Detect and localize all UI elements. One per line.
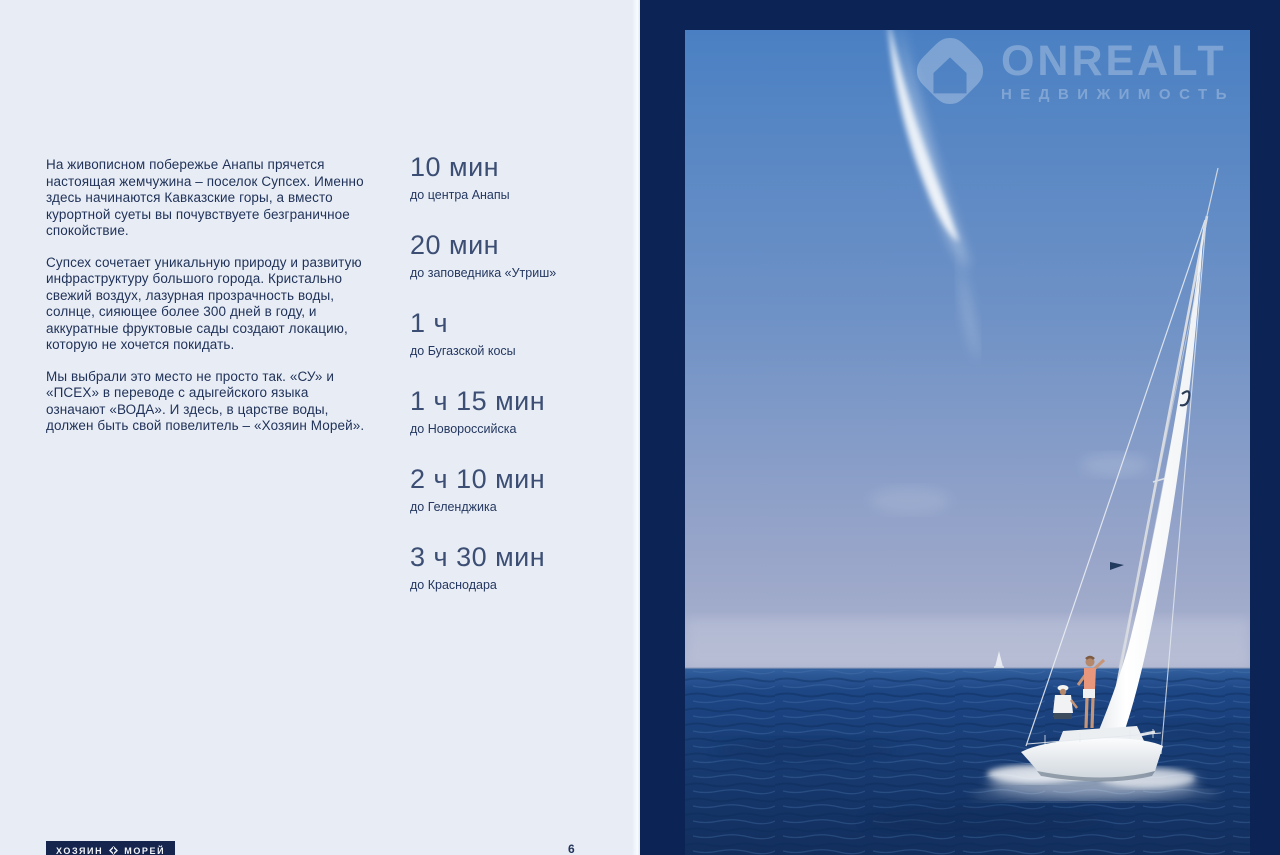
article-text	[46, 157, 368, 450]
watermark-subtitle: НЕДВИЖИМОСТЬ	[1000, 86, 1235, 103]
sailboat-photo	[685, 30, 1250, 855]
list-item	[410, 308, 595, 359]
page-fold-edge	[632, 0, 640, 855]
travel-time: 3 ч 30 мин	[410, 542, 546, 572]
page-number: 6	[568, 842, 575, 855]
brochure-right-page	[640, 0, 1280, 855]
travel-destination: до Бугазской косы	[410, 344, 516, 358]
list-item	[410, 542, 595, 593]
article-paragraph: Мы выбрали это место не просто так. «СУ» и «ПСЕХ» в переводе с адыгейского языка означают «ВОДА». И здесь, в царстве воды, должен быть свой повелитель – «Хозяин Морей».	[46, 368, 365, 433]
list-item	[410, 230, 595, 281]
watermark-title: ONREALT	[1000, 37, 1227, 85]
travel-time: 2 ч 10 мин	[410, 464, 546, 494]
list-item	[410, 152, 595, 203]
travel-time: 20 мин	[410, 230, 500, 260]
article-paragraph: Супсех сочетает уникальную природу и развитую инфраструктуру большого города. Кристально свежий воздух, лазурная прозрачность воды, солнце, сияющее более 300 дней в году, и аккуратные фруктовые сады создают локацию, которую не хочется покидать.	[46, 254, 362, 352]
travel-destination: до заповедника «Утриш»	[410, 266, 557, 280]
watermark-text	[1001, 39, 1235, 103]
travel-time: 1 ч 15 мин	[410, 386, 546, 416]
sailboat-scene	[685, 30, 1250, 855]
house-pin-icon	[915, 36, 985, 106]
travel-destination: до центра Анапы	[410, 188, 510, 202]
travel-time: 1 ч	[410, 308, 449, 338]
diamond-sail-icon	[109, 846, 118, 855]
list-item	[410, 464, 595, 515]
onrealt-watermark	[915, 36, 1235, 106]
travel-times-list	[410, 152, 595, 620]
article-paragraph: На живописном побережье Анапы прячется настоящая жемчужина – поселок Супсех. Именно здесь начинаются Кавказские горы, а вместо курортной суеты вы почувствуете безграничное спокойствие.	[46, 157, 364, 238]
travel-time: 10 мин	[410, 152, 500, 182]
travel-destination: до Краснодара	[410, 578, 497, 592]
travel-destination: до Новороссийска	[410, 422, 517, 436]
travel-destination: до Геленджика	[410, 500, 497, 514]
brand-name-left: ХОЗЯИН	[56, 846, 104, 855]
list-item	[410, 386, 595, 437]
brand-name-right: МОРЕЙ	[124, 846, 166, 855]
brand-logo-badge	[46, 841, 175, 855]
